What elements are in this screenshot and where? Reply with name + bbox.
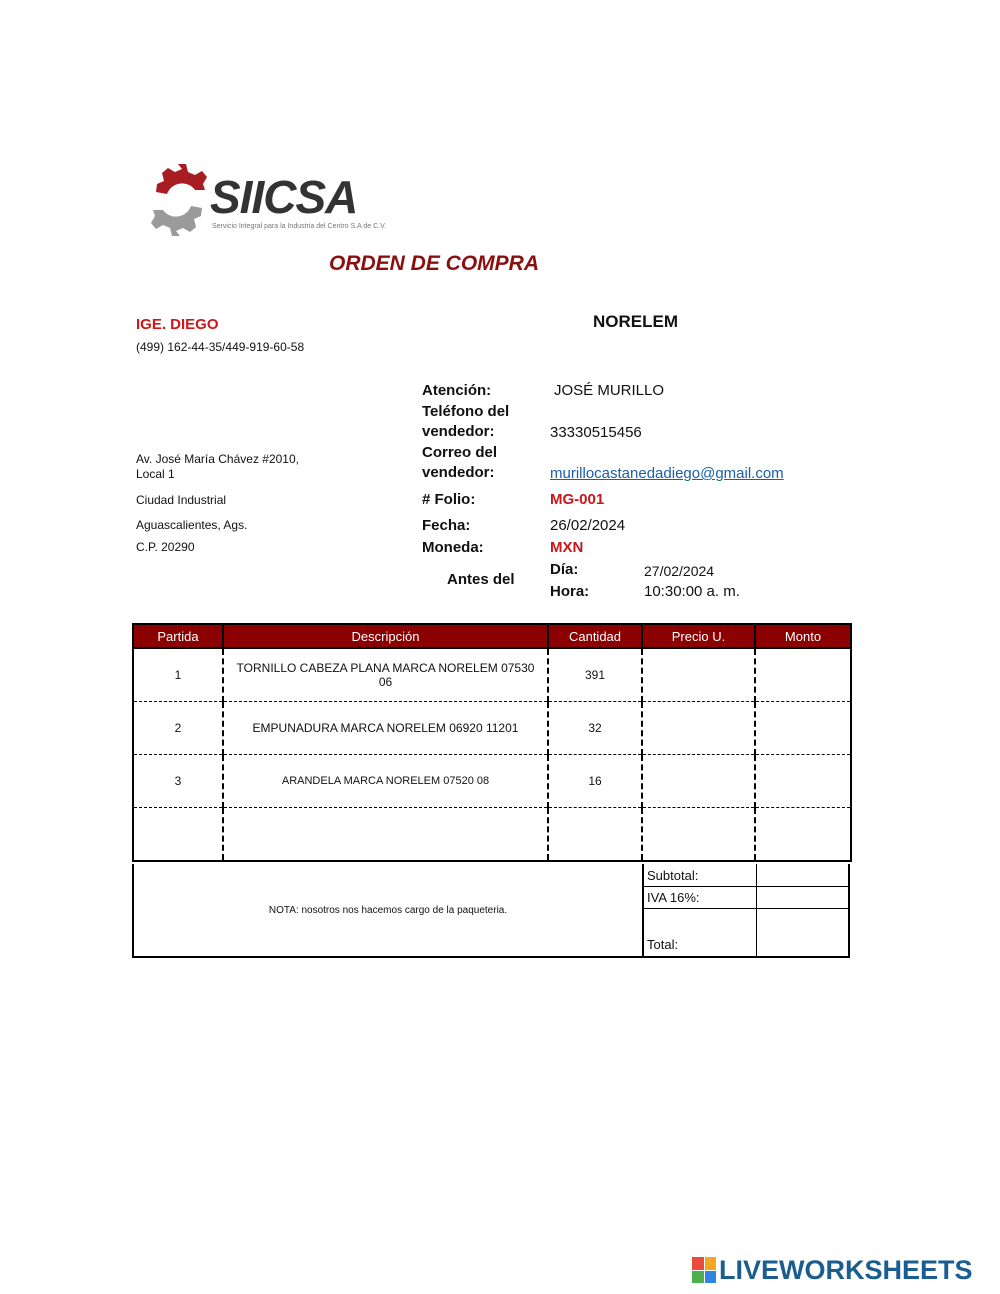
summary-section <box>132 864 850 958</box>
header-cantidad: Cantidad <box>548 624 642 648</box>
cell-descripcion: ARANDELA MARCA NORELEM 07520 08 <box>223 755 548 808</box>
attention-value: JOSÉ MURILLO <box>554 382 665 399</box>
items-table <box>132 623 852 862</box>
before-label: Antes del <box>447 571 515 588</box>
currency-value: MXN <box>550 539 584 556</box>
cell-monto[interactable] <box>755 648 851 702</box>
cell-precio[interactable] <box>642 702 755 755</box>
cell-precio[interactable] <box>642 755 755 808</box>
header-descripcion: Descripción <box>223 624 548 648</box>
subtotal-value-field[interactable] <box>756 864 851 886</box>
header-partida: Partida <box>133 624 223 648</box>
cell-cantidad: 391 <box>548 648 642 702</box>
seller-phone-label-2: vendedor: <box>422 423 495 440</box>
cell-descripcion: EMPUNADURA MARCA NORELEM 06920 11201 <box>223 702 548 755</box>
liveworksheets-logo-icon <box>692 1257 716 1283</box>
supplier-name: NORELEM <box>593 312 678 331</box>
logo-subtitle: Servicio Integral para la Industria del Centro S.A de C.V. <box>212 223 387 230</box>
table-row <box>133 808 851 862</box>
header-precio: Precio U. <box>642 624 755 648</box>
day-value: 27/02/2024 <box>644 563 715 579</box>
buyer-address-line2: Local 1 <box>136 467 175 481</box>
folio-label: # Folio: <box>422 491 476 508</box>
cell-partida: 2 <box>133 702 223 755</box>
cell-precio[interactable] <box>642 648 755 702</box>
cell-monto[interactable] <box>755 808 851 862</box>
seller-phone-label-1: Teléfono del <box>422 403 510 420</box>
seller-email-label-1: Correo del <box>422 444 498 461</box>
date-value: 26/02/2024 <box>550 517 626 534</box>
note-text: NOTA: nosotros nos hacemos cargo de la paqueteria. <box>268 904 508 916</box>
attention-label: Atención: <box>422 382 492 399</box>
cell-partida: 1 <box>133 648 223 702</box>
buyer-phone: (499) 162-44-35/449-919-60-58 <box>136 340 305 354</box>
seller-email-label-2: vendedor: <box>422 464 495 481</box>
cell-cantidad[interactable] <box>548 808 642 862</box>
day-label: Día: <box>550 561 579 578</box>
cell-monto[interactable] <box>755 702 851 755</box>
logo-wordmark: SIICSA <box>210 171 358 223</box>
iva-label: IVA 16%: <box>647 890 700 905</box>
buyer-address-line1: Av. José María Chávez #2010, <box>136 452 299 466</box>
cell-partida[interactable] <box>133 808 223 862</box>
logo-gear-icon <box>148 160 210 240</box>
buyer-name: IGE. DIEGO <box>136 316 219 333</box>
total-label: Total: <box>647 937 679 952</box>
hour-label: Hora: <box>550 583 590 600</box>
cell-monto[interactable] <box>755 755 851 808</box>
liveworksheets-watermark <box>692 1253 973 1287</box>
subtotal-row <box>644 864 850 887</box>
cell-partida: 3 <box>133 755 223 808</box>
table-header-row <box>133 624 851 648</box>
table-row <box>133 648 851 702</box>
totals-block <box>642 864 850 956</box>
cell-cantidad: 32 <box>548 702 642 755</box>
seller-phone-value: 33330515456 <box>550 424 642 441</box>
subtotal-label: Subtotal: <box>647 868 699 883</box>
cell-descripcion[interactable] <box>223 808 548 862</box>
buyer-city-zone: Ciudad Industrial <box>136 493 227 507</box>
header-monto: Monto <box>755 624 851 648</box>
table-row <box>133 755 851 808</box>
currency-label: Moneda: <box>422 539 484 556</box>
cell-cantidad: 16 <box>548 755 642 808</box>
date-label: Fecha: <box>422 517 471 534</box>
seller-email-link[interactable]: murillocastanedadiego@gmail.com <box>550 465 784 482</box>
hour-value: 10:30:00 a. m. <box>644 583 740 600</box>
table-row <box>133 702 851 755</box>
total-value-field[interactable] <box>756 909 851 956</box>
cell-descripcion: TORNILLO CABEZA PLANA MARCA NORELEM 07530 06 <box>223 648 548 702</box>
buyer-city: Aguascalientes, Ags. <box>136 518 248 532</box>
liveworksheets-text: LIVEWORKSHEETS <box>719 1254 973 1285</box>
iva-row <box>644 887 850 909</box>
cell-precio[interactable] <box>642 808 755 862</box>
total-row <box>644 909 850 956</box>
document-title: ORDEN DE COMPRA <box>329 252 540 275</box>
buyer-postal-code: C.P. 20290 <box>136 540 195 554</box>
iva-value-field[interactable] <box>756 887 851 908</box>
folio-value: MG-001 <box>550 491 605 508</box>
